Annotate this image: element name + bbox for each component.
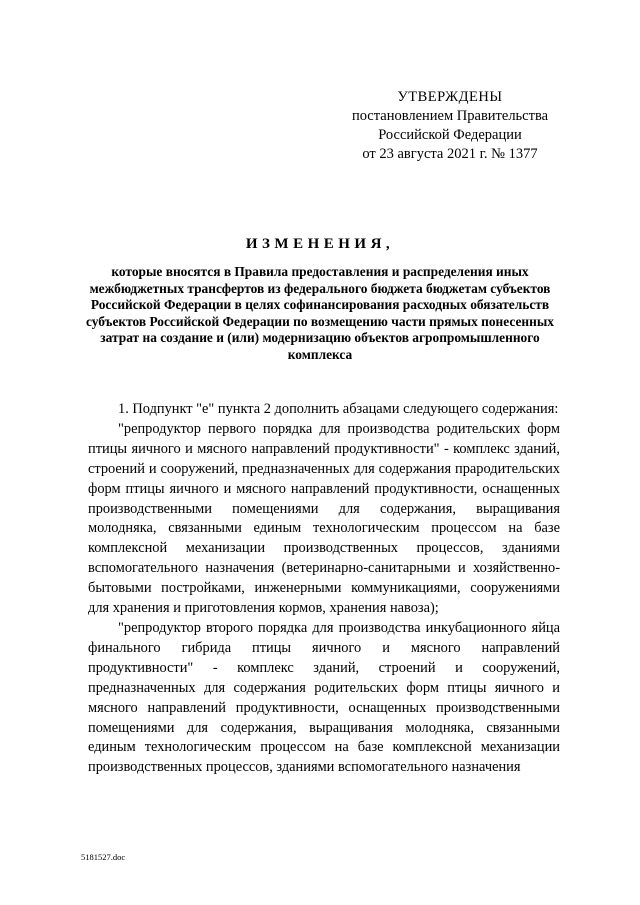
approval-date-number: от 23 августа 2021 г. № 1377 xyxy=(362,146,538,162)
document-subtitle: которые вносятся в Правила предоставления и распределения иных межбюджетных трансфертов из федерального бюджета бюджетам субъектов Российской Федерации в целях софинансирования расходных обязательств субъектов Российской Федерации по возмещению части прямых понесенных затрат на создание и (или) модернизацию объектов агропромышленного комплекса xyxy=(85,264,554,362)
paragraph-2: "репродуктор первого порядка для производства родительских форм птицы яичного и мясного направлений продуктивности" - комплекс зданий, строений и сооружений, предназначенных для содержания прародительских форм птицы яичного и мясного направлений продуктивности, оснащенных производственными помещениями для содержания, выращивания молодняка, связанными единым технологическим процессом на базе комплексной механизации производственных процессов, зданиями вспомогательного назначения (ветеринарно-санитарными и хозяйственно-бытовыми постройками, инженерными коммуникациями, сооружениями для хранения и приготовления кормов, хранения навоза); xyxy=(88,420,560,617)
approval-authority: Российской Федерации xyxy=(378,127,522,143)
document-body xyxy=(88,400,560,778)
paragraph-3: "репродуктор второго порядка для производства инкубационного яйца финального гибрида птицы яичного и мясного направлений продуктивности" - комплекс зданий, строений и сооружений, предназначенных для содержания родительских форм птицы яичного и мясного направлений продуктивности, оснащенных производственными помещениями для содержания, выращивания молодняка, связанными единым технологическим процессом на базе комплексной механизации производственных процессов, зданиями вспомогательного назначения xyxy=(88,619,560,776)
approval-decree: постановлением Правительства xyxy=(351,108,549,124)
paragraph-1: 1. Подпункт "е" пункта 2 дополнить абзацами следующего содержания: xyxy=(118,401,559,417)
approval-stamp: УТВЕРЖДЕНЫ xyxy=(397,89,503,105)
file-name-footer: 5181527.doc xyxy=(81,852,126,862)
approval-block xyxy=(330,88,570,164)
document-title: ИЗМЕНЕНИЯ, xyxy=(245,236,395,252)
